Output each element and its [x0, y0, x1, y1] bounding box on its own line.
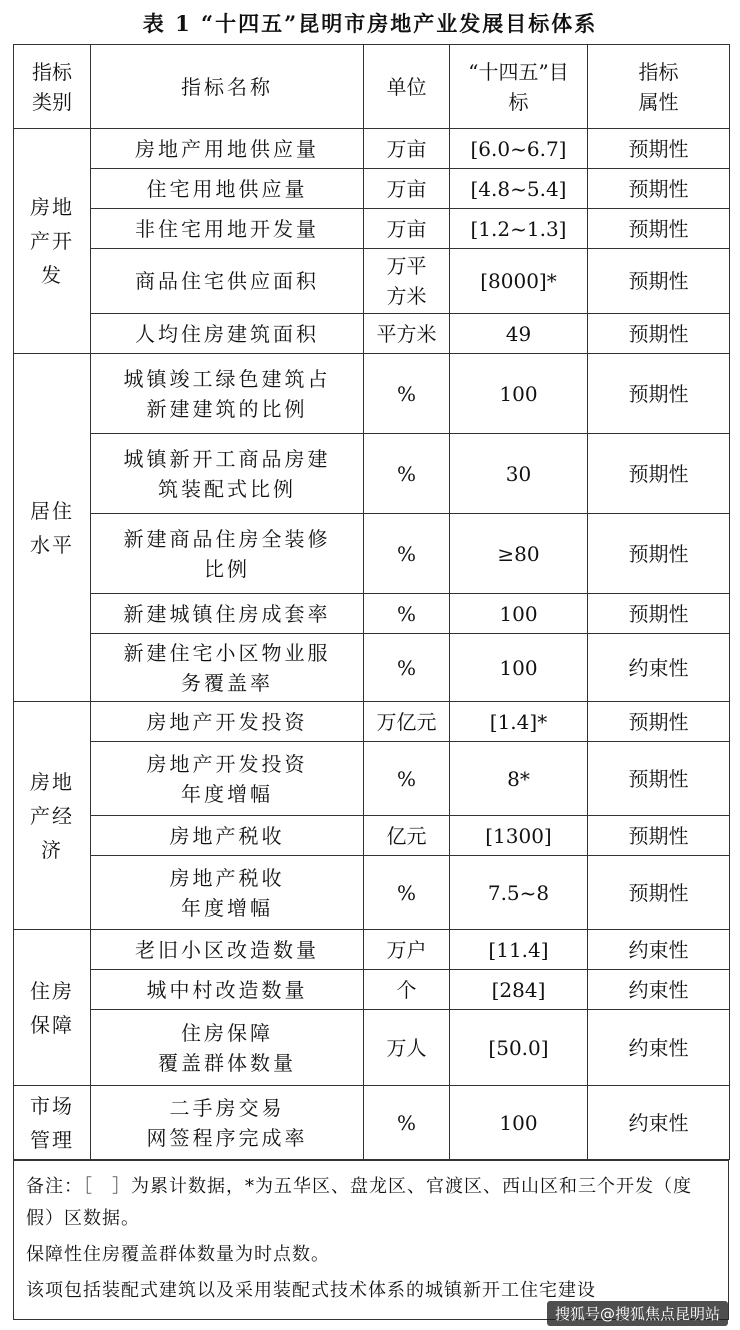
table-row [14, 249, 730, 314]
unit-cell: 万平 方米 [364, 249, 450, 314]
table-body [14, 129, 730, 1160]
attribute-cell: 预期性 [588, 314, 730, 354]
target-cell: 49 [450, 314, 588, 354]
table-row [14, 742, 730, 816]
indicator-name-cell: 房地产税收 [91, 816, 364, 856]
unit-cell: 万户 [364, 930, 450, 970]
notes-box [13, 1160, 729, 1320]
unit-cell: 万亩 [364, 209, 450, 249]
header-target: “十四五”目 标 [450, 45, 588, 129]
table-row [14, 816, 730, 856]
unit-cell: 万人 [364, 1010, 450, 1086]
indicator-name-cell: 房地产税收 年度增幅 [91, 856, 364, 930]
table-row [14, 930, 730, 970]
unit-cell: % [364, 634, 450, 702]
unit-cell: 万亩 [364, 169, 450, 209]
table-row [14, 169, 730, 209]
unit-cell: % [364, 1086, 450, 1160]
target-cell: 100 [450, 594, 588, 634]
indicator-name-cell: 城镇新开工商品房建 筑装配式比例 [91, 434, 364, 514]
table-row [14, 354, 730, 434]
header-unit: 单位 [364, 45, 450, 129]
target-cell: [11.4] [450, 930, 588, 970]
unit-cell: % [364, 594, 450, 634]
unit-cell: 亿元 [364, 816, 450, 856]
attribute-cell: 预期性 [588, 354, 730, 434]
attribute-cell: 预期性 [588, 129, 730, 169]
table-row [14, 514, 730, 594]
attribute-cell: 约束性 [588, 634, 730, 702]
target-cell: 100 [450, 634, 588, 702]
header-category: 指标 类别 [14, 45, 91, 129]
target-cell: 8* [450, 742, 588, 816]
indicator-name-cell: 城中村改造数量 [91, 970, 364, 1010]
table-row [14, 1010, 730, 1086]
category-cell: 市场 管理 [14, 1086, 91, 1160]
attribute-cell: 约束性 [588, 1010, 730, 1086]
watermark: 搜狐号@搜狐焦点昆明站 [547, 1301, 728, 1326]
note-3: 该项包括装配式建筑以及采用装配式技术体系的城镇新开工住宅建设 [26, 1280, 596, 1301]
table-row [14, 856, 730, 930]
indicator-name-cell: 城镇竣工绿色建筑占 新建建筑的比例 [91, 354, 364, 434]
table-row [14, 702, 730, 742]
unit-cell: % [364, 742, 450, 816]
target-cell: [1.2~1.3] [450, 209, 588, 249]
indicator-name-cell: 老旧小区改造数量 [91, 930, 364, 970]
indicator-name-cell: 人均住房建筑面积 [91, 314, 364, 354]
attribute-cell: 预期性 [588, 856, 730, 930]
indicator-name-cell: 商品住宅供应面积 [91, 249, 364, 314]
table-row [14, 434, 730, 514]
attribute-cell: 预期性 [588, 434, 730, 514]
attribute-cell: 预期性 [588, 702, 730, 742]
category-cell: 住房 保障 [14, 930, 91, 1086]
target-cell: 30 [450, 434, 588, 514]
target-cell: [8000]* [450, 249, 588, 314]
indicator-name-cell: 非住宅用地开发量 [91, 209, 364, 249]
indicator-name-cell: 住房保障 覆盖群体数量 [91, 1010, 364, 1086]
note-2: 保障性住房覆盖群体数量为时点数。 [26, 1244, 330, 1265]
attribute-cell: 预期性 [588, 742, 730, 816]
category-cell: 房地 产开 发 [14, 129, 91, 354]
category-cell: 房地 产经 济 [14, 702, 91, 930]
attribute-cell: 预期性 [588, 209, 730, 249]
attribute-cell: 约束性 [588, 1086, 730, 1160]
indicator-name-cell: 二手房交易 网签程序完成率 [91, 1086, 364, 1160]
attribute-cell: 约束性 [588, 930, 730, 970]
indicator-name-cell: 新建商品住房全装修 比例 [91, 514, 364, 594]
unit-cell: % [364, 354, 450, 434]
note-1: 备注：［ ］为累计数据，*为五华区、盘龙区、官渡区、西山区和三个开发（度假）区数据。 [26, 1176, 692, 1229]
table-row [14, 314, 730, 354]
target-cell: [6.0~6.7] [450, 129, 588, 169]
attribute-cell: 预期性 [588, 169, 730, 209]
table-row [14, 209, 730, 249]
indicator-name-cell: 房地产用地供应量 [91, 129, 364, 169]
table-header-row [14, 45, 730, 129]
unit-cell: % [364, 856, 450, 930]
category-cell: 居住 水平 [14, 354, 91, 702]
target-cell: [1300] [450, 816, 588, 856]
indicator-name-cell: 新建住宅小区物业服 务覆盖率 [91, 634, 364, 702]
table-row [14, 634, 730, 702]
indicator-name-cell: 房地产开发投资 年度增幅 [91, 742, 364, 816]
unit-cell: % [364, 514, 450, 594]
table-row [14, 970, 730, 1010]
target-cell: [50.0] [450, 1010, 588, 1086]
unit-cell: 万亿元 [364, 702, 450, 742]
unit-cell: 个 [364, 970, 450, 1010]
header-attr: 指标 属性 [588, 45, 730, 129]
indicator-name-cell: 新建城镇住房成套率 [91, 594, 364, 634]
target-table [13, 44, 730, 1160]
attribute-cell: 预期性 [588, 594, 730, 634]
attribute-cell: 预期性 [588, 249, 730, 314]
target-cell: ≥80 [450, 514, 588, 594]
table-row [14, 1086, 730, 1160]
target-cell: 7.5~8 [450, 856, 588, 930]
unit-cell: 万亩 [364, 129, 450, 169]
attribute-cell: 约束性 [588, 970, 730, 1010]
target-cell: [4.8~5.4] [450, 169, 588, 209]
table-row [14, 129, 730, 169]
table-title: 表 1 “十四五”昆明市房地产业发展目标体系 [142, 11, 598, 36]
target-cell: [284] [450, 970, 588, 1010]
attribute-cell: 预期性 [588, 514, 730, 594]
target-cell: [1.4]* [450, 702, 588, 742]
header-name: 指标名称 [91, 45, 364, 129]
indicator-name-cell: 住宅用地供应量 [91, 169, 364, 209]
attribute-cell: 预期性 [588, 816, 730, 856]
indicator-name-cell: 房地产开发投资 [91, 702, 364, 742]
target-cell: 100 [450, 1086, 588, 1160]
unit-cell: % [364, 434, 450, 514]
target-cell: 100 [450, 354, 588, 434]
unit-cell: 平方米 [364, 314, 450, 354]
table-row [14, 594, 730, 634]
